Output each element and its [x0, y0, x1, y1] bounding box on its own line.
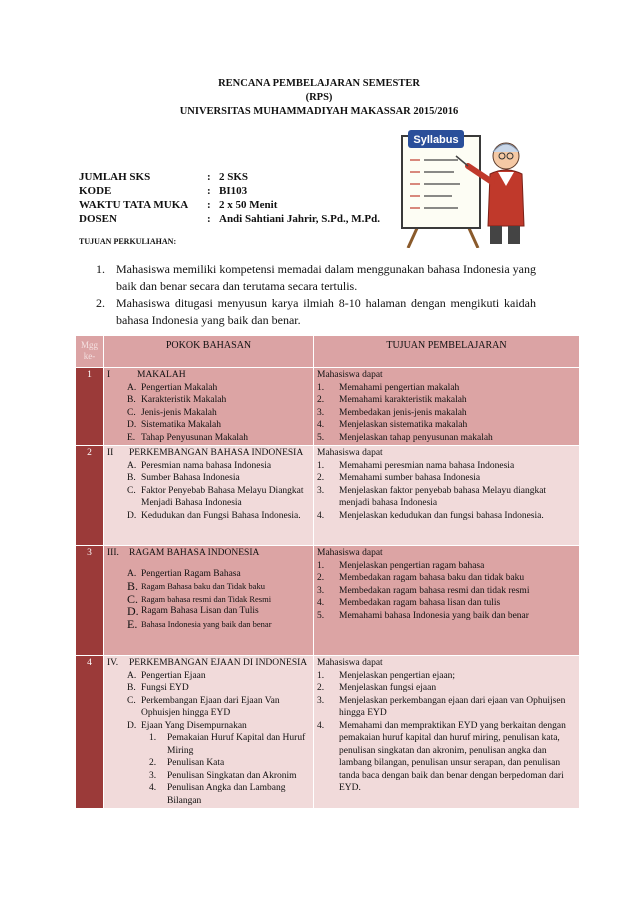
list-key: D. — [127, 604, 139, 618]
list-value: Membedakan ragam bahasa lisan dan tulis — [339, 598, 501, 608]
list-value: Jenis-jenis Makalah — [141, 407, 217, 418]
topic-roman: III. — [107, 548, 119, 558]
list-key: 2. — [317, 473, 325, 483]
goal-number: 1. — [96, 262, 105, 276]
list-value: Sumber Bahasa Indonesia — [141, 473, 240, 483]
topic-roman: IV. — [107, 658, 119, 668]
pokok-bahasan-cell — [104, 446, 314, 546]
list-key: 2. — [317, 683, 325, 693]
list-key: 4. — [317, 510, 325, 521]
list-item — [127, 407, 310, 420]
list-value: Penulisan Kata — [167, 758, 225, 768]
list-key: 4. — [317, 720, 325, 731]
info-separator: : — [207, 213, 211, 225]
list-value: Karakteristik Makalah — [141, 395, 227, 405]
list-key: E. — [127, 616, 138, 631]
subtopic-list — [107, 460, 310, 523]
list-key: B. — [127, 395, 136, 405]
header-pokok-bahasan: POKOK BAHASAN — [104, 336, 314, 368]
tujuan-pembelajaran-cell — [314, 368, 580, 446]
topic-title: RAGAM BAHASA INDONESIA — [129, 548, 260, 558]
header-mgg: Mgg ke- — [76, 336, 104, 368]
header-title: RENCANA PEMBELAJARAN SEMESTER — [218, 78, 420, 89]
pokok-bahasan-cell — [104, 546, 314, 656]
table-row — [76, 656, 580, 809]
list-item — [317, 407, 576, 420]
list-value: Memahami dan mempraktikan EYD yang berkaitan dengan pemakaian huruf kapital dan huruf miring, penulisan kata, penulisan singkatan dan akronim, penulisan angka dan lambang bilangan, penulisan unsur serapan, dan penulisan tanda baca dengan baik dan benar dengan berpedoman dari EYD. — [339, 720, 566, 793]
list-key: A. — [127, 460, 137, 471]
topic-roman: I — [107, 370, 111, 380]
table-row — [76, 368, 580, 446]
header-university: UNIVERSITAS MUHAMMADIYAH MAKASSAR 2015/2016 — [179, 106, 459, 117]
list-value: Membedakan ragam bahasa baku dan tidak baku — [339, 573, 525, 583]
info-separator: : — [207, 171, 211, 183]
list-key: B. — [127, 473, 136, 483]
list-value: Memahami sumber bahasa Indonesia — [339, 473, 481, 483]
tp-intro: Mahasiswa dapat — [317, 370, 383, 380]
list-key: C. — [127, 485, 136, 496]
list-value: Menjelaskan tahap penyusunan makalah — [339, 432, 493, 443]
info-row-sks — [79, 170, 380, 184]
list-item — [317, 560, 576, 573]
list-value: Fungsi EYD — [141, 683, 189, 693]
info-separator: : — [207, 185, 211, 197]
list-key: 5. — [317, 610, 325, 621]
week-number: 2 — [76, 446, 104, 546]
topic-heading — [107, 657, 310, 670]
topic-heading — [107, 547, 310, 560]
list-key: A. — [127, 568, 137, 579]
tp-intro: Mahasiswa dapat — [317, 548, 383, 558]
topic-title: MAKALAH — [137, 370, 186, 380]
list-item — [317, 432, 576, 445]
list-value: Kedudukan dan Fungsi Bahasa Indonesia. — [141, 510, 301, 521]
list-item — [127, 472, 310, 485]
list-value: Tahap Penyusunan Makalah — [141, 432, 248, 443]
info-label: KODE — [79, 185, 112, 197]
table-row — [76, 546, 580, 656]
list-value: Sistematika Makalah — [141, 420, 221, 430]
list-value: Menjelaskan perkembangan ejaan dari ejaan van Ophuijsen hingga EYD — [339, 695, 566, 718]
list-value: Peresmian nama bahasa Indonesia — [141, 460, 272, 471]
list-item — [127, 419, 310, 432]
list-key: D. — [127, 720, 137, 731]
topic-title: PERKEMBANGAN EJAAN DI INDONESIA — [129, 658, 308, 668]
list-item — [149, 732, 310, 757]
list-item — [149, 770, 310, 783]
list-key: A. — [127, 670, 137, 681]
list-key: 4. — [317, 420, 325, 430]
tujuan-pembelajaran-cell — [314, 446, 580, 546]
list-key: 1. — [317, 460, 325, 471]
topic-title: PERKEMBANGAN BAHASA INDONESIA — [129, 448, 304, 458]
list-value: Pemakaian Huruf Kapital dan Huruf Miring — [167, 733, 306, 756]
info-row-kode — [79, 184, 380, 198]
list-key: 3. — [317, 695, 325, 706]
list-value: Pengertian Makalah — [141, 382, 218, 393]
topic-heading — [107, 369, 310, 382]
tp-intro: Mahasiswa dapat — [317, 658, 383, 668]
list-value: Ragam Bahasa baku dan Tidak baku — [141, 581, 265, 591]
list-value: Penulisan Singkatan dan Akronim — [167, 770, 297, 781]
list-item — [317, 720, 576, 795]
list-value: Menjelaskan kedudukan dan fungsi bahasa Indonesia. — [339, 510, 544, 521]
list-value: Menjelaskan sistematika makalah — [339, 420, 468, 430]
list-value: Pengertian Ejaan — [141, 670, 206, 681]
list-item — [127, 695, 310, 720]
subtopic-list — [107, 560, 310, 631]
list-value: Ragam bahasa resmi dan Tidak Resmi — [141, 593, 272, 604]
list-key: 4. — [149, 783, 157, 793]
list-key: C. — [127, 591, 139, 606]
list-value: Ejaan Yang Disempurnakan — [141, 720, 247, 731]
list-value: Menjelaskan fungsi ejaan — [339, 683, 437, 693]
header-subtitle: (RPS) — [305, 92, 333, 103]
list-value: Membedakan ragam bahasa resmi dan tidak resmi — [339, 585, 530, 596]
list-value: Menjelaskan faktor penyebab bahasa Melayu diangkat menjadi bahasa Indonesia — [339, 485, 547, 508]
list-key: D. — [127, 510, 137, 521]
course-info — [79, 170, 380, 226]
info-separator: : — [207, 199, 211, 211]
document-header — [0, 77, 638, 119]
week-number: 4 — [76, 656, 104, 809]
list-key: D. — [127, 420, 137, 430]
list-value: Pengertian Ragam Bahasa — [141, 568, 241, 579]
tp-intro: Mahasiswa dapat — [317, 448, 383, 458]
list-value: Menjelaskan pengertian ejaan; — [339, 670, 456, 681]
list-item — [317, 472, 576, 485]
list-item — [127, 485, 310, 510]
list-key: 2. — [317, 395, 325, 405]
list-item — [149, 782, 310, 807]
list-key: C. — [127, 695, 136, 706]
syllabus-banner-text: Syllabus — [413, 134, 459, 146]
list-item — [127, 593, 310, 606]
list-key: 5. — [317, 432, 325, 443]
list-item — [127, 580, 310, 593]
pokok-bahasan-cell — [104, 368, 314, 446]
tujuan-pembelajaran-cell — [314, 546, 580, 656]
subtopic-list — [107, 670, 310, 808]
list-value: Memahami pengertian makalah — [339, 382, 460, 393]
info-value: Andi Sahtiani Jahrir, S.Pd., M.Pd. — [219, 213, 380, 225]
list-item — [127, 432, 310, 445]
list-value: Memahami bahasa Indonesia yang baik dan benar — [339, 610, 529, 621]
list-key: B. — [127, 683, 136, 693]
info-value: 2 SKS — [219, 171, 249, 183]
syllabus-teacher-illustration — [398, 126, 528, 248]
list-item — [127, 460, 310, 473]
list-value: Bahasa Indonesia yang baik dan benar — [141, 618, 272, 629]
nested-subtopic-list — [127, 732, 310, 807]
list-key: 1. — [149, 733, 157, 743]
list-key: 1. — [317, 560, 325, 571]
list-value: Memahami karakteristik makalah — [339, 395, 467, 405]
list-value: Ragam Bahasa Lisan dan Tulis — [141, 606, 259, 616]
list-value: Membedakan jenis-jenis makalah — [339, 407, 467, 418]
list-item — [149, 757, 310, 770]
list-value: Memahami peresmian nama bahasa Indonesia — [339, 460, 515, 471]
list-key: 2. — [149, 758, 157, 768]
topic-roman: II — [107, 448, 114, 458]
list-key: 3. — [149, 770, 157, 781]
list-key: A. — [127, 382, 137, 393]
syllabus-table — [75, 335, 580, 809]
list-key: 1. — [317, 382, 325, 393]
list-item — [127, 510, 310, 523]
goal-item — [96, 261, 536, 295]
tujuan-pembelajaran-cell — [314, 656, 580, 809]
list-item — [127, 605, 310, 618]
goal-number: 2. — [96, 296, 105, 310]
list-key: B. — [127, 579, 139, 593]
list-value: Perkembangan Ejaan dari Ejaan Van Ophuisjen hingga EYD — [141, 695, 280, 718]
list-item — [317, 670, 576, 683]
list-key: 3. — [317, 485, 325, 496]
list-item — [127, 394, 310, 407]
topic-heading — [107, 447, 310, 460]
info-label: JUMLAH SKS — [79, 171, 151, 183]
list-key: 2. — [317, 573, 325, 583]
list-item — [317, 572, 576, 585]
list-item — [317, 597, 576, 610]
list-key: 3. — [317, 407, 325, 418]
list-value: Faktor Penyebab Bahasa Melayu Diangkat Menjadi Bahasa Indonesia — [141, 485, 304, 508]
goal-text: Mahasiswa memiliki kompetensi memadai dalam menggunakan bahasa Indonesia yang baik dan benar secara dan terutama secara tertulis. — [116, 262, 536, 293]
pokok-bahasan-cell — [104, 656, 314, 809]
list-item — [127, 720, 310, 733]
list-item — [127, 682, 310, 695]
list-item — [127, 670, 310, 683]
goal-item — [96, 295, 536, 329]
list-key: 3. — [317, 585, 325, 596]
tujuan-perkuliahan-title: TUJUAN PERKULIAHAN: — [79, 237, 177, 246]
header-tujuan-pembelajaran: TUJUAN PEMBELAJARAN — [314, 336, 580, 368]
list-item — [317, 682, 576, 695]
info-value: BI103 — [219, 185, 248, 197]
week-number: 1 — [76, 368, 104, 446]
table-row — [76, 446, 580, 546]
list-item — [127, 382, 310, 395]
list-item — [317, 419, 576, 432]
info-label: WAKTU TATA MUKA — [79, 199, 189, 211]
list-key: 1. — [317, 670, 325, 681]
subtopic-list — [107, 382, 310, 445]
list-item — [317, 394, 576, 407]
list-item — [127, 618, 310, 631]
info-label: DOSEN — [79, 213, 117, 225]
list-item — [317, 585, 576, 598]
list-key: C. — [127, 407, 136, 418]
list-value: Penulisan Angka dan Lambang Bilangan — [167, 783, 286, 806]
goal-text: Mahasiswa ditugasi menyusun karya ilmiah 8-10 halaman dengan mengikuti kaidah bahasa Indonesia yang baik dan benar. — [116, 296, 536, 327]
list-item — [317, 510, 576, 523]
list-item — [127, 568, 310, 581]
list-key: 4. — [317, 598, 325, 608]
list-item — [317, 382, 576, 395]
week-number: 3 — [76, 546, 104, 656]
table-header-row — [76, 336, 580, 368]
list-item — [317, 610, 576, 623]
list-item — [317, 485, 576, 510]
info-value: 2 x 50 Menit — [219, 199, 278, 211]
list-item — [317, 460, 576, 473]
list-item — [317, 695, 576, 720]
list-value: Menjelaskan pengertian ragam bahasa — [339, 560, 485, 571]
info-row-dosen — [79, 212, 380, 226]
list-key: E. — [127, 432, 136, 443]
info-row-waktu — [79, 198, 380, 212]
course-goals-list — [96, 261, 536, 329]
